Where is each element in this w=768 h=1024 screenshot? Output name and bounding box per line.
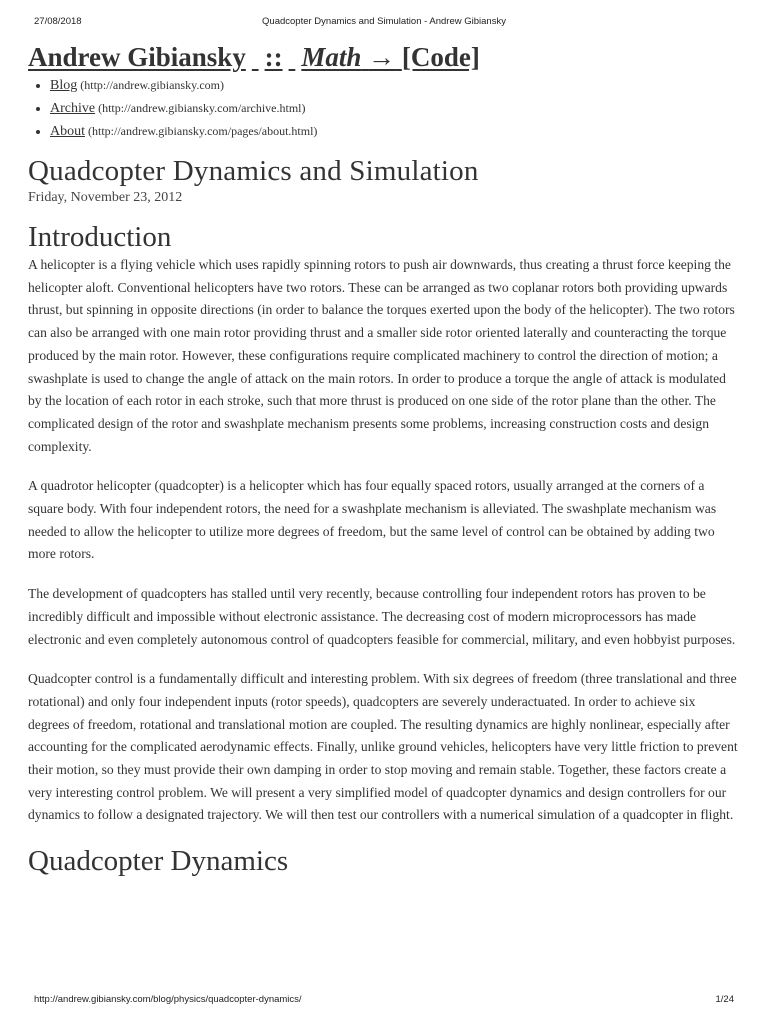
post-date: Friday, November 23, 2012 [28, 190, 183, 205]
site-tagline-arrow: → [368, 42, 396, 72]
nav-url-archive: (http://andrew.gibiansky.com/archive.html) [98, 101, 306, 115]
site-separator: :: [264, 42, 283, 72]
site-tagline-math: Math [301, 42, 362, 72]
paragraph: Quadcopter control is a fundamentally difficult and interesting problem. With six degrees of freedom (three translational and three rotational) and only four independent inputs (rotor speeds), quadcopters are severely underactuated. In order to achieve six degrees of freedom, rotational and translational motion are coupled. The resulting dynamics are highly nonlinear, especially after accounting for the complicated aerodynamic effects. Finally, unlike ground vehicles, helicopters have very little friction to prevent their motion, so they must provide their own damping in order to stop moving and remain stable. Together, these factors create a very interesting control problem. We will present a very simplified model of quadcopter dynamics and design controllers for our dynamics to follow a designated trajectory. We will then test our controllers with a numerical simulation of a quadcopter in flight. [28, 671, 738, 823]
nav-item-blog [50, 74, 738, 97]
print-footer-url: http://andrew.gibiansky.com/blog/physics/quadcopter-dynamics/ [34, 994, 302, 1005]
site-tagline-code: [Code] [401, 42, 480, 72]
print-footer [34, 994, 734, 1008]
print-document-title: Quadcopter Dynamics and Simulation - Andrew Gibiansky [262, 16, 506, 27]
nav-item-about [50, 120, 738, 143]
nav-url-blog: (http://andrew.gibiansky.com) [80, 78, 224, 92]
page-content [28, 40, 738, 878]
section-heading-quadcopter-dynamics: Quadcopter Dynamics [28, 845, 289, 878]
nav-link-about[interactable]: About [50, 124, 85, 139]
post-title: Quadcopter Dynamics and Simulation [28, 155, 479, 187]
paragraph: A helicopter is a flying vehicle which uses rapidly spinning rotors to push air downwards, thus creating a thrust force keeping the helicopter aloft. Conventional helicopters have two rotors. These can be arranged as two coplanar rotors both providing upwards thrust, but spinning in opposite directions (in order to balance the torques exerted upon the body of the helicopter). The two rotors can also be arranged with one main rotor providing thrust and a smaller side rotor oriented laterally and counteracting the torque produced by the main rotor. However, these configurations require complicated machinery to control the direction of motion; a swashplate is used to change the angle of attack on the main rotors. In order to produce a torque the angle of attack is modulated by the location of each rotor in each stroke, such that more thrust is produced on one side of the rotor plane than the other. The complicated design of the rotor and swashplate mechanism presents some problems, increasing construction costs and design complexity. [28, 257, 735, 454]
paragraph: The development of quadcopters has stalled until very recently, because controlling four independent rotors has proven to be incredibly difficult and impossible without electronic assistance. The decreasing cost of modern microprocessors has made electronic and even completely autonomous control of quadcopters feasible for commercial, military, and even hobbyist purposes. [28, 586, 736, 647]
site-nav [28, 74, 738, 143]
section-heading-introduction: Introduction [28, 221, 172, 253]
nav-item-archive [50, 97, 738, 120]
print-date: 27/08/2018 [34, 16, 82, 27]
site-title-link[interactable] [28, 40, 738, 74]
site-name: Andrew Gibiansky [28, 42, 246, 72]
nav-url-about: (http://andrew.gibiansky.com/pages/about.html) [88, 124, 318, 138]
nav-link-blog[interactable]: Blog [50, 78, 78, 93]
paragraph: A quadrotor helicopter (quadcopter) is a helicopter which has four equally spaced rotors, usually arranged at the corners of a square body. With four independent rotors, the need for a swashplate mechanism is alleviated. The swashplate mechanism was needed to allow the helicopter to utilize more degrees of freedom, but the same level of control can be obtained by adding two more rotors. [28, 478, 717, 562]
nav-link-archive[interactable]: Archive [50, 101, 96, 116]
print-header [34, 16, 734, 30]
page-number: 1/24 [715, 994, 734, 1005]
